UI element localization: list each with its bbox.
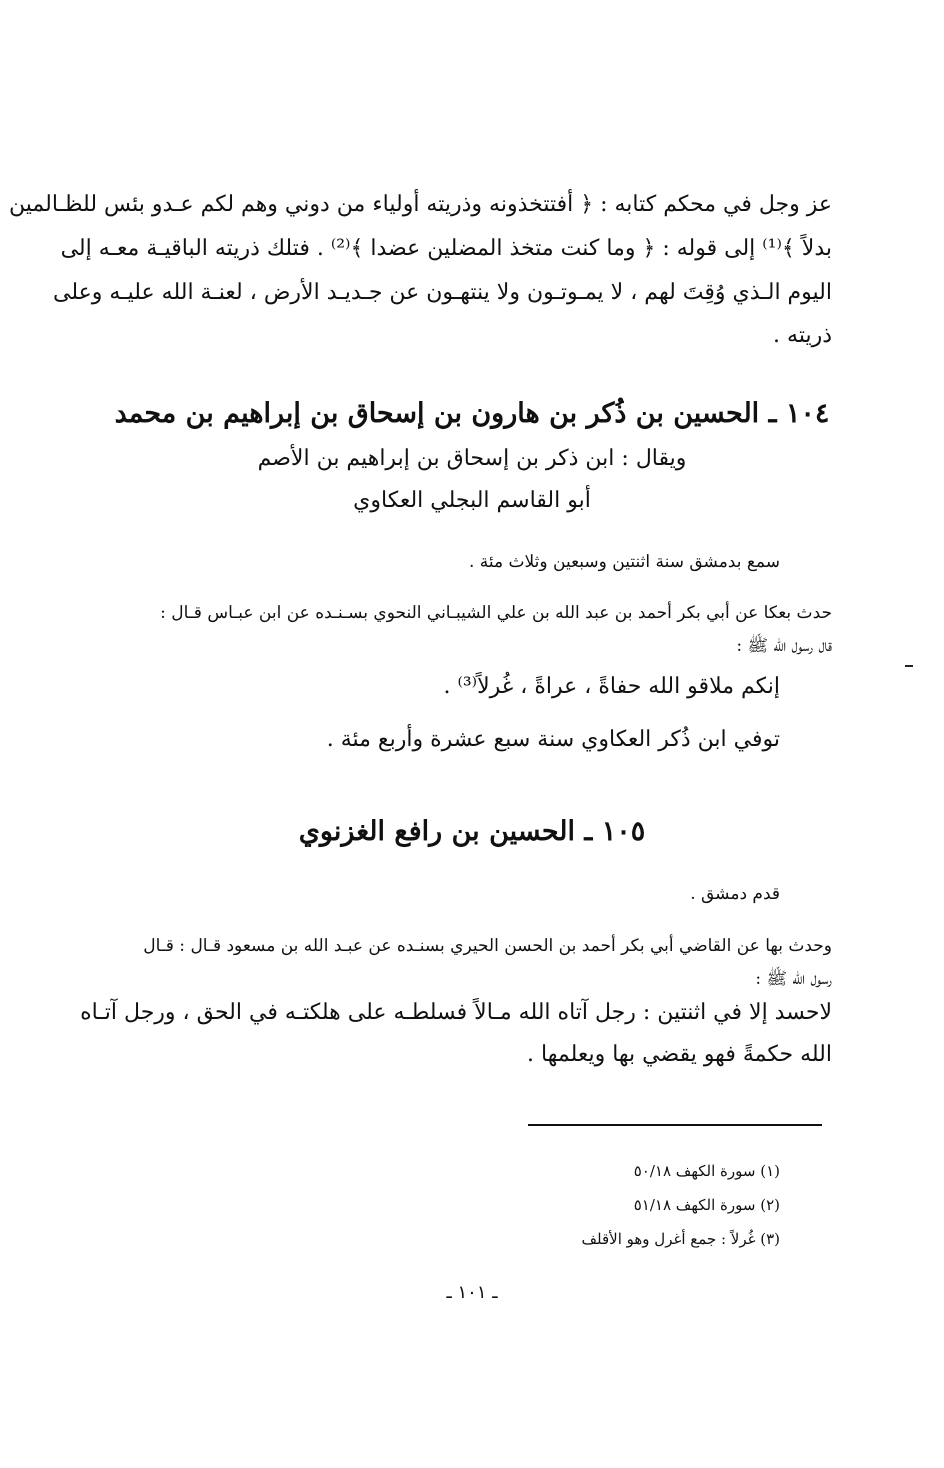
- entry-105-heading: ١٠٥ ـ الحسين بن رافع الغزنوي: [298, 816, 646, 847]
- intro-line-1: عز وجل في محكم كتابه : ﴿ أفتتخذونه وذريته أولياء من دوني وهم لكم عـدو بئس للظـالمين: [9, 192, 832, 217]
- footnote-3: (٣) غُرلاً : جمع أغرل وهو الأقلف: [581, 1230, 780, 1248]
- scan-mark: [905, 665, 913, 667]
- entry-104-narration-2: قال رسول الله ﷺ :: [736, 636, 832, 656]
- entry-104-hadith: إنكم ملاقو الله حفاةً ، عراةً ، غُرلاً⁽³⁾ .: [443, 674, 780, 699]
- entry-104-heading: ١٠٤ ـ الحسين بن ذُكر بن هارون بن إسحاق بن إبراهيم بن محمد: [114, 398, 830, 429]
- intro-line-4: ذريته .: [773, 323, 832, 348]
- page-number: ـ ١٠١ ـ: [446, 1282, 498, 1303]
- footnote-2: (٢) سورة الكهف ٥١/١٨: [633, 1196, 780, 1214]
- entry-104-subheading-2: أبو القاسم البجلي العكاوي: [353, 488, 591, 513]
- intro-line-3: اليوم الـذي وُقِتَ لهم ، لا يمـوتـون ولا ينتهـون عن جـديـد الأرض ، لعنـة الله عليـه وعلى: [53, 280, 832, 305]
- entry-105-hadith-1: لاحسد إلا في اثنتين : رجل آتاه الله مـالاً فسلطـه على هلكتـه في الحق ، ورجل آتـاه: [80, 1000, 832, 1025]
- footnote-1: (١) سورة الكهف ٥٠/١٨: [633, 1162, 780, 1180]
- entry-104-heard: سمع بدمشق سنة اثنتين وسبعين وثلاث مئة .: [468, 552, 780, 572]
- entry-105-hadith-2: الله حكمةً فهو يقضي بها ويعلمها .: [527, 1042, 832, 1067]
- entry-104-death: توفي ابن ذُكر العكاوي سنة سبع عشرة وأربع مئة .: [326, 727, 780, 752]
- footnote-divider: [528, 1124, 822, 1126]
- entry-104-subheading-1: ويقال : ابن ذكر بن إسحاق بن إبراهيم بن الأصم: [257, 446, 687, 471]
- entry-105-narration-2: رسول الله ﷺ :: [755, 969, 832, 989]
- intro-line-2: بدلاً ﴾⁽¹⁾ إلى قوله : ﴿ وما كنت متخذ المضلين عضدا ﴾⁽²⁾ . فتلك ذريته الباقيـة معـه إلى: [60, 236, 832, 261]
- entry-105-arrival: قدم دمشق .: [690, 884, 780, 904]
- entry-104-narration-1: حدث بعكا عن أبي بكر أحمد بن عبد الله بن علي الشيبـاني النحوي بسـنـده عن ابن عبـاس قـال :: [160, 603, 832, 623]
- entry-105-narration-1: وحدث بها عن القاضي أبي بكر أحمد بن الحسن الحيري بسنـده عن عبـد الله بن مسعود قـال : قـال: [143, 936, 832, 956]
